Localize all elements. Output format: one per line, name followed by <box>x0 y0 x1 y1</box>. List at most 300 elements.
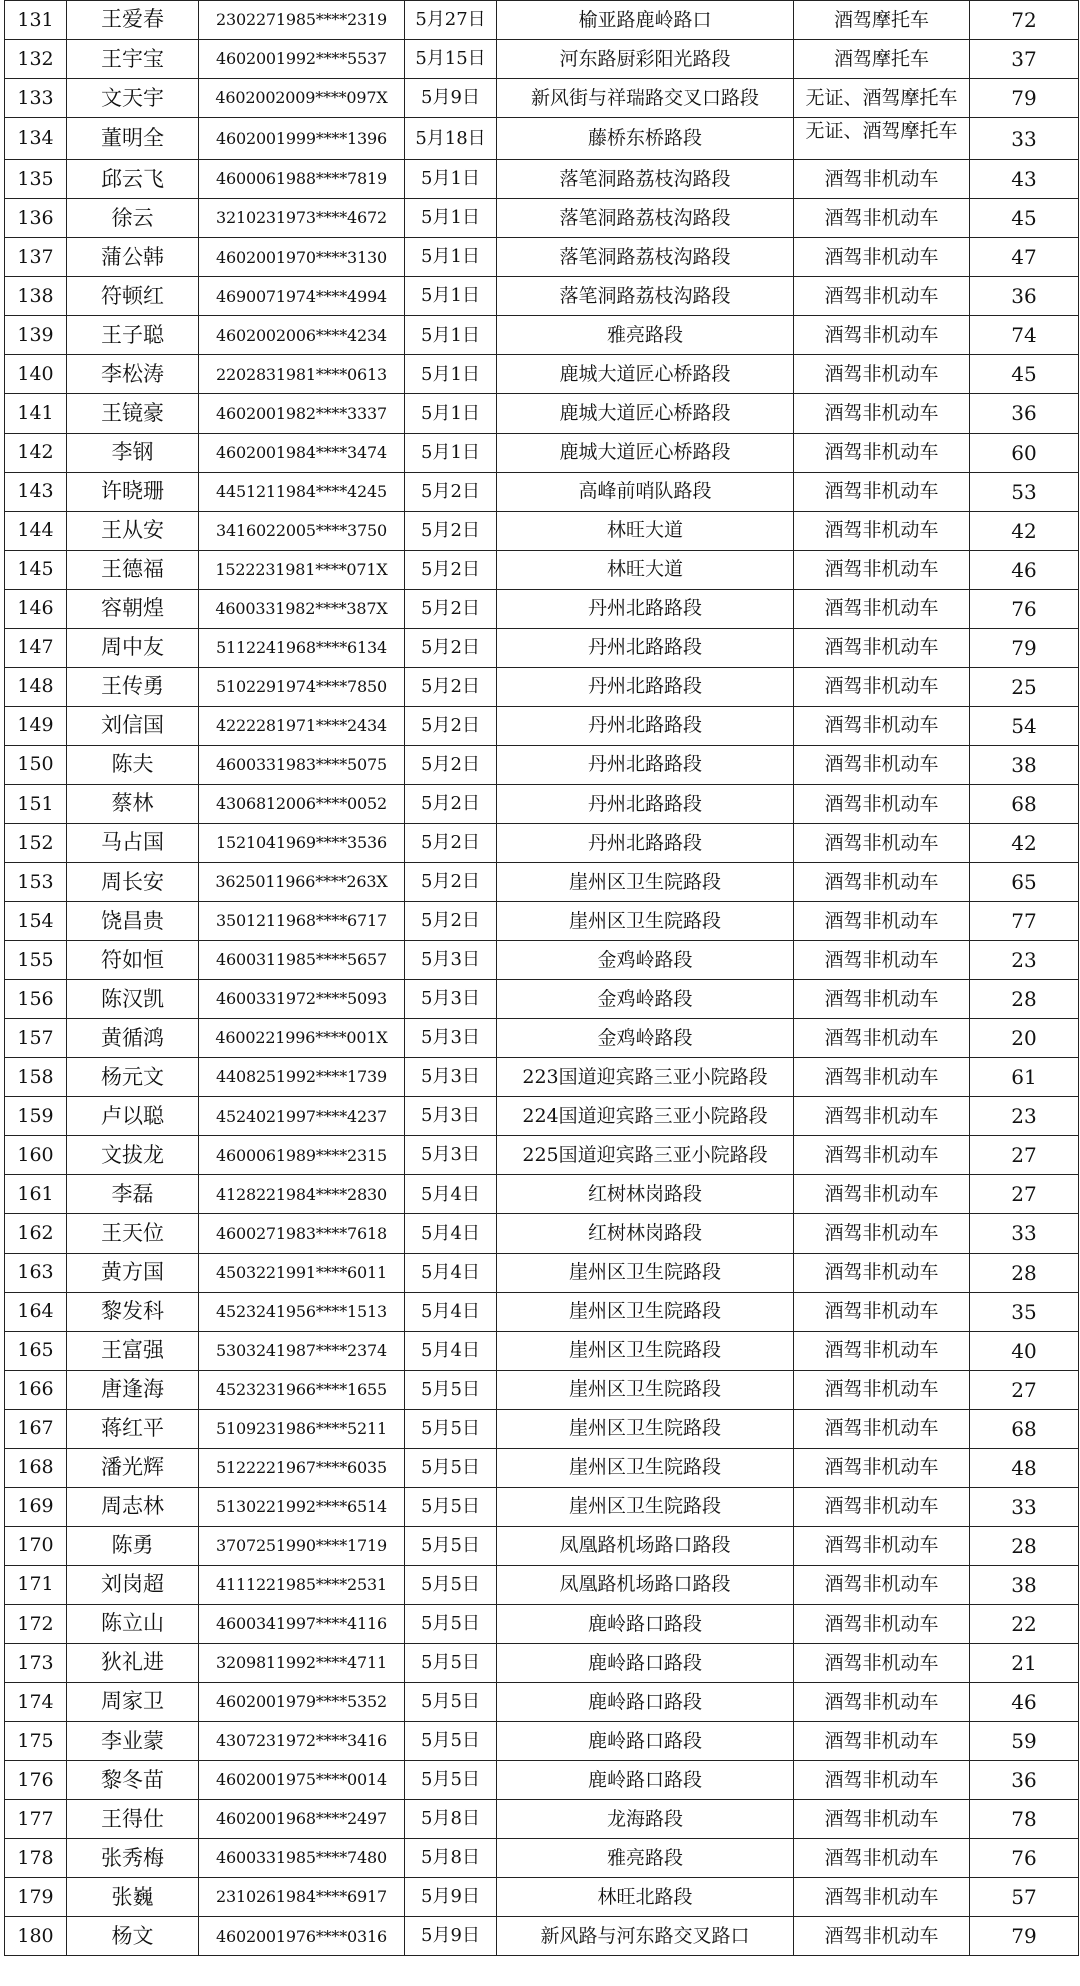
table-row <box>5 1526 1079 1565</box>
row-number: 164 <box>5 1292 67 1331</box>
person-name: 文天宇 <box>67 79 199 118</box>
person-name: 杨元文 <box>67 1058 199 1097</box>
table-row <box>5 1800 1079 1839</box>
person-name: 王宇宝 <box>67 40 199 79</box>
table-row <box>5 1370 1079 1409</box>
score-cell: 27 <box>970 1136 1079 1175</box>
date-cell: 5月5日 <box>405 1683 497 1722</box>
id-number: 4602002009****097X <box>199 79 405 118</box>
date-cell: 5月18日 <box>405 118 497 160</box>
location-cell: 鹿岭路口路段 <box>497 1722 794 1761</box>
score-cell: 45 <box>970 199 1079 238</box>
date-cell: 5月2日 <box>405 628 497 667</box>
person-name: 杨文 <box>67 1917 199 1956</box>
person-name: 饶昌贵 <box>67 902 199 941</box>
person-name: 潘光辉 <box>67 1448 199 1487</box>
row-number: 132 <box>5 40 67 79</box>
table-row <box>5 79 1079 118</box>
person-name: 陈汉凯 <box>67 980 199 1019</box>
violation-cell: 酒驾非机动车 <box>794 1604 970 1643</box>
date-cell: 5月5日 <box>405 1722 497 1761</box>
location-cell: 鹿岭路口路段 <box>497 1604 794 1643</box>
id-number: 4602001975****0014 <box>199 1761 405 1800</box>
row-number: 178 <box>5 1839 67 1878</box>
date-cell: 5月2日 <box>405 511 497 550</box>
person-name: 陈勇 <box>67 1526 199 1565</box>
id-number: 4600061988****7819 <box>199 160 405 199</box>
location-cell: 红树林岗路段 <box>497 1175 794 1214</box>
person-name: 董明全 <box>67 118 199 160</box>
row-number: 148 <box>5 667 67 706</box>
violation-cell: 酒驾非机动车 <box>794 980 970 1019</box>
score-cell: 36 <box>970 277 1079 316</box>
location-cell: 红树林岗路段 <box>497 1214 794 1253</box>
score-cell: 40 <box>970 1331 1079 1370</box>
id-number: 4600331983****5075 <box>199 745 405 784</box>
violation-cell: 酒驾非机动车 <box>794 1722 970 1761</box>
table-row <box>5 823 1079 862</box>
location-cell: 崖州区卫生院路段 <box>497 1409 794 1448</box>
table-row <box>5 1565 1079 1604</box>
date-cell: 5月2日 <box>405 863 497 902</box>
table-row <box>5 1097 1079 1136</box>
date-cell: 5月5日 <box>405 1526 497 1565</box>
location-cell: 丹州北路路段 <box>497 823 794 862</box>
id-number: 4602001999****1396 <box>199 118 405 160</box>
date-cell: 5月9日 <box>405 1878 497 1917</box>
score-cell: 46 <box>970 550 1079 589</box>
id-number: 3210231973****4672 <box>199 199 405 238</box>
table-row <box>5 1448 1079 1487</box>
violation-cell: 酒驾非机动车 <box>794 1448 970 1487</box>
violation-cell: 酒驾非机动车 <box>794 1409 970 1448</box>
score-cell: 74 <box>970 316 1079 355</box>
score-cell: 46 <box>970 1683 1079 1722</box>
id-number: 3707251990****1719 <box>199 1526 405 1565</box>
person-name: 王富强 <box>67 1331 199 1370</box>
score-cell: 68 <box>970 1409 1079 1448</box>
violation-cell: 酒驾非机动车 <box>794 1253 970 1292</box>
table-row <box>5 1175 1079 1214</box>
person-name: 黄循鸿 <box>67 1019 199 1058</box>
date-cell: 5月3日 <box>405 1019 497 1058</box>
location-cell: 金鸡岭路段 <box>497 1019 794 1058</box>
violation-cell: 酒驾非机动车 <box>794 1487 970 1526</box>
id-number: 4306812006****0052 <box>199 784 405 823</box>
id-number: 4600061989****2315 <box>199 1136 405 1175</box>
person-name: 黎发科 <box>67 1292 199 1331</box>
date-cell: 5月2日 <box>405 667 497 706</box>
score-cell: 25 <box>970 667 1079 706</box>
person-name: 陈立山 <box>67 1604 199 1643</box>
id-number: 4451211984****4245 <box>199 472 405 511</box>
score-cell: 42 <box>970 511 1079 550</box>
violation-cell: 酒驾非机动车 <box>794 160 970 199</box>
id-number: 4523231966****1655 <box>199 1370 405 1409</box>
id-number: 4602001982****3337 <box>199 394 405 433</box>
violation-cell: 酒驾非机动车 <box>794 706 970 745</box>
date-cell: 5月2日 <box>405 706 497 745</box>
person-name: 蒲公韩 <box>67 238 199 277</box>
row-number: 157 <box>5 1019 67 1058</box>
id-number: 4602001984****3474 <box>199 433 405 472</box>
location-cell: 河东路厨彩阳光路段 <box>497 40 794 79</box>
row-number: 131 <box>5 1 67 40</box>
score-cell: 61 <box>970 1058 1079 1097</box>
id-number: 3501211968****6717 <box>199 902 405 941</box>
person-name: 周长安 <box>67 863 199 902</box>
row-number: 152 <box>5 823 67 862</box>
id-number: 3416022005****3750 <box>199 511 405 550</box>
location-cell: 林旺大道 <box>497 550 794 589</box>
violation-cell: 酒驾非机动车 <box>794 1097 970 1136</box>
score-cell: 38 <box>970 1565 1079 1604</box>
person-name: 容朝煌 <box>67 589 199 628</box>
location-cell: 金鸡岭路段 <box>497 941 794 980</box>
location-cell: 林旺大道 <box>497 511 794 550</box>
id-number: 5112241968****6134 <box>199 628 405 667</box>
location-cell: 丹州北路路段 <box>497 589 794 628</box>
violation-cell: 酒驾非机动车 <box>794 902 970 941</box>
score-cell: 28 <box>970 1253 1079 1292</box>
location-cell: 高峰前哨队路段 <box>497 472 794 511</box>
date-cell: 5月4日 <box>405 1253 497 1292</box>
location-cell: 丹州北路路段 <box>497 784 794 823</box>
score-cell: 33 <box>970 1487 1079 1526</box>
id-number: 5109231986****5211 <box>199 1409 405 1448</box>
row-number: 145 <box>5 550 67 589</box>
location-cell: 224国道迎宾路三亚小院路段 <box>497 1097 794 1136</box>
location-cell: 榆亚路鹿岭路口 <box>497 1 794 40</box>
person-name: 李钢 <box>67 433 199 472</box>
person-name: 黎冬苗 <box>67 1761 199 1800</box>
location-cell: 鹿岭路口路段 <box>497 1683 794 1722</box>
date-cell: 5月1日 <box>405 277 497 316</box>
location-cell: 鹿岭路口路段 <box>497 1643 794 1682</box>
id-number: 3209811992****4711 <box>199 1643 405 1682</box>
table-row <box>5 355 1079 394</box>
date-cell: 5月1日 <box>405 238 497 277</box>
date-cell: 5月1日 <box>405 316 497 355</box>
date-cell: 5月2日 <box>405 550 497 589</box>
table-row <box>5 1487 1079 1526</box>
violation-cell: 酒驾非机动车 <box>794 277 970 316</box>
score-cell: 79 <box>970 1917 1079 1956</box>
date-cell: 5月5日 <box>405 1761 497 1800</box>
date-cell: 5月3日 <box>405 1136 497 1175</box>
id-number: 4600271983****7618 <box>199 1214 405 1253</box>
person-name: 马占国 <box>67 823 199 862</box>
date-cell: 5月1日 <box>405 199 497 238</box>
table-row <box>5 394 1079 433</box>
person-name: 刘岗超 <box>67 1565 199 1604</box>
location-cell: 新风路与河东路交叉路口 <box>497 1917 794 1956</box>
score-cell: 72 <box>970 1 1079 40</box>
person-name: 张巍 <box>67 1878 199 1917</box>
row-number: 156 <box>5 980 67 1019</box>
row-number: 179 <box>5 1878 67 1917</box>
score-cell: 65 <box>970 863 1079 902</box>
row-number: 175 <box>5 1722 67 1761</box>
person-name: 周中友 <box>67 628 199 667</box>
score-cell: 28 <box>970 980 1079 1019</box>
table-row <box>5 941 1079 980</box>
person-name: 王天位 <box>67 1214 199 1253</box>
person-name: 周志林 <box>67 1487 199 1526</box>
violation-cell: 酒驾非机动车 <box>794 823 970 862</box>
id-number: 4503221991****6011 <box>199 1253 405 1292</box>
person-name: 许晓珊 <box>67 472 199 511</box>
row-number: 163 <box>5 1253 67 1292</box>
violation-cell: 酒驾非机动车 <box>794 1175 970 1214</box>
violation-cell: 酒驾非机动车 <box>794 1917 970 1956</box>
score-cell: 35 <box>970 1292 1079 1331</box>
location-cell: 丹州北路路段 <box>497 667 794 706</box>
id-number: 4408251992****1739 <box>199 1058 405 1097</box>
table-row <box>5 238 1079 277</box>
id-number: 1521041969****3536 <box>199 823 405 862</box>
table-row <box>5 784 1079 823</box>
table-row <box>5 902 1079 941</box>
date-cell: 5月3日 <box>405 1097 497 1136</box>
id-number: 4600341997****4116 <box>199 1604 405 1643</box>
table-row <box>5 1019 1079 1058</box>
score-cell: 23 <box>970 941 1079 980</box>
id-number: 1522231981****071X <box>199 550 405 589</box>
date-cell: 5月5日 <box>405 1643 497 1682</box>
date-cell: 5月3日 <box>405 1058 497 1097</box>
score-cell: 60 <box>970 433 1079 472</box>
violation-cell: 酒驾非机动车 <box>794 1643 970 1682</box>
date-cell: 5月2日 <box>405 823 497 862</box>
violation-cell: 酒驾非机动车 <box>794 784 970 823</box>
score-cell: 22 <box>970 1604 1079 1643</box>
score-cell: 27 <box>970 1370 1079 1409</box>
location-cell: 鹿城大道匠心桥路段 <box>497 433 794 472</box>
id-number: 4602002006****4234 <box>199 316 405 355</box>
date-cell: 5月1日 <box>405 355 497 394</box>
violation-cell: 酒驾非机动车 <box>794 941 970 980</box>
location-cell: 崖州区卫生院路段 <box>497 1487 794 1526</box>
date-cell: 5月3日 <box>405 980 497 1019</box>
row-number: 140 <box>5 355 67 394</box>
id-number: 4600331982****387X <box>199 589 405 628</box>
row-number: 171 <box>5 1565 67 1604</box>
table-row <box>5 316 1079 355</box>
person-name: 张秀梅 <box>67 1839 199 1878</box>
row-number: 176 <box>5 1761 67 1800</box>
row-number: 165 <box>5 1331 67 1370</box>
violation-cell: 酒驾非机动车 <box>794 1565 970 1604</box>
location-cell: 223国道迎宾路三亚小院路段 <box>497 1058 794 1097</box>
person-name: 王德福 <box>67 550 199 589</box>
violation-cell: 酒驾非机动车 <box>794 1683 970 1722</box>
score-cell: 33 <box>970 118 1079 160</box>
score-cell: 23 <box>970 1097 1079 1136</box>
date-cell: 5月2日 <box>405 745 497 784</box>
table-row <box>5 277 1079 316</box>
date-cell: 5月4日 <box>405 1214 497 1253</box>
row-number: 136 <box>5 199 67 238</box>
table-row <box>5 745 1079 784</box>
score-cell: 79 <box>970 79 1079 118</box>
id-number: 4307231972****3416 <box>199 1722 405 1761</box>
row-number: 159 <box>5 1097 67 1136</box>
person-name: 蔡林 <box>67 784 199 823</box>
location-cell: 新风街与祥瑞路交叉口路段 <box>497 79 794 118</box>
score-cell: 20 <box>970 1019 1079 1058</box>
row-number: 162 <box>5 1214 67 1253</box>
person-name: 王传勇 <box>67 667 199 706</box>
violation-cell: 酒驾非机动车 <box>794 316 970 355</box>
date-cell: 5月1日 <box>405 160 497 199</box>
table-row <box>5 1058 1079 1097</box>
score-cell: 59 <box>970 1722 1079 1761</box>
table-row <box>5 1331 1079 1370</box>
location-cell: 崖州区卫生院路段 <box>497 1448 794 1487</box>
row-number: 138 <box>5 277 67 316</box>
id-number: 4602001976****0316 <box>199 1917 405 1956</box>
table-row <box>5 199 1079 238</box>
id-number: 2202831981****0613 <box>199 355 405 394</box>
score-cell: 57 <box>970 1878 1079 1917</box>
row-number: 146 <box>5 589 67 628</box>
table-row <box>5 706 1079 745</box>
date-cell: 5月5日 <box>405 1487 497 1526</box>
location-cell: 龙海路段 <box>497 1800 794 1839</box>
row-number: 149 <box>5 706 67 745</box>
location-cell: 鹿城大道匠心桥路段 <box>497 394 794 433</box>
score-cell: 77 <box>970 902 1079 941</box>
date-cell: 5月2日 <box>405 589 497 628</box>
location-cell: 落笔洞路荔枝沟路段 <box>497 238 794 277</box>
row-number: 174 <box>5 1683 67 1722</box>
violation-cell: 酒驾非机动车 <box>794 863 970 902</box>
person-name: 蒋红平 <box>67 1409 199 1448</box>
person-name: 黄方国 <box>67 1253 199 1292</box>
date-cell: 5月4日 <box>405 1292 497 1331</box>
row-number: 153 <box>5 863 67 902</box>
date-cell: 5月3日 <box>405 941 497 980</box>
violation-cell: 酒驾非机动车 <box>794 550 970 589</box>
date-cell: 5月5日 <box>405 1565 497 1604</box>
row-number: 155 <box>5 941 67 980</box>
id-number: 5122221967****6035 <box>199 1448 405 1487</box>
id-number: 4602001970****3130 <box>199 238 405 277</box>
id-number: 4222281971****2434 <box>199 706 405 745</box>
id-number: 4602001968****2497 <box>199 1800 405 1839</box>
row-number: 134 <box>5 118 67 160</box>
location-cell: 雅亮路段 <box>497 316 794 355</box>
location-cell: 落笔洞路荔枝沟路段 <box>497 277 794 316</box>
person-name: 刘信国 <box>67 706 199 745</box>
location-cell: 藤桥东桥路段 <box>497 118 794 160</box>
violation-cell: 酒驾非机动车 <box>794 1136 970 1175</box>
person-name: 李磊 <box>67 1175 199 1214</box>
table-row <box>5 1292 1079 1331</box>
row-number: 144 <box>5 511 67 550</box>
score-cell: 78 <box>970 1800 1079 1839</box>
location-cell: 落笔洞路荔枝沟路段 <box>497 160 794 199</box>
date-cell: 5月5日 <box>405 1370 497 1409</box>
person-name: 王得仕 <box>67 1800 199 1839</box>
person-name: 李松涛 <box>67 355 199 394</box>
row-number: 141 <box>5 394 67 433</box>
score-cell: 21 <box>970 1643 1079 1682</box>
violation-cell: 酒驾摩托车 <box>794 40 970 79</box>
violation-cell: 酒驾非机动车 <box>794 199 970 238</box>
date-cell: 5月8日 <box>405 1839 497 1878</box>
score-cell: 48 <box>970 1448 1079 1487</box>
row-number: 169 <box>5 1487 67 1526</box>
table-row <box>5 511 1079 550</box>
location-cell: 崖州区卫生院路段 <box>497 1331 794 1370</box>
score-cell: 47 <box>970 238 1079 277</box>
table-row <box>5 550 1079 589</box>
row-number: 161 <box>5 1175 67 1214</box>
date-cell: 5月4日 <box>405 1331 497 1370</box>
table-row <box>5 589 1079 628</box>
violation-cell: 酒驾非机动车 <box>794 1214 970 1253</box>
row-number: 173 <box>5 1643 67 1682</box>
violation-cell: 酒驾非机动车 <box>794 1839 970 1878</box>
row-number: 177 <box>5 1800 67 1839</box>
location-cell: 丹州北路路段 <box>497 745 794 784</box>
location-cell: 崖州区卫生院路段 <box>497 1370 794 1409</box>
id-number: 4600311985****5657 <box>199 941 405 980</box>
location-cell: 崖州区卫生院路段 <box>497 1292 794 1331</box>
table-row <box>5 1604 1079 1643</box>
score-cell: 36 <box>970 394 1079 433</box>
row-number: 151 <box>5 784 67 823</box>
date-cell: 5月4日 <box>405 1175 497 1214</box>
id-number: 2310261984****6917 <box>199 1878 405 1917</box>
violation-cell: 无证、酒驾摩托车 <box>794 118 970 160</box>
id-number: 4600331972****5093 <box>199 980 405 1019</box>
person-name: 徐云 <box>67 199 199 238</box>
table-row <box>5 40 1079 79</box>
person-name: 符顿红 <box>67 277 199 316</box>
person-name: 卢以聪 <box>67 1097 199 1136</box>
person-name: 王镜豪 <box>67 394 199 433</box>
row-number: 137 <box>5 238 67 277</box>
violation-cell: 酒驾非机动车 <box>794 472 970 511</box>
table-row <box>5 1214 1079 1253</box>
score-cell: 27 <box>970 1175 1079 1214</box>
table-row <box>5 1917 1079 1956</box>
id-number: 4600331985****7480 <box>199 1839 405 1878</box>
violation-cell: 酒驾非机动车 <box>794 1878 970 1917</box>
location-cell: 雅亮路段 <box>497 1839 794 1878</box>
date-cell: 5月8日 <box>405 1800 497 1839</box>
date-cell: 5月9日 <box>405 79 497 118</box>
row-number: 167 <box>5 1409 67 1448</box>
row-number: 168 <box>5 1448 67 1487</box>
id-number: 5102291974****7850 <box>199 667 405 706</box>
violation-cell: 无证、酒驾摩托车 <box>794 79 970 118</box>
person-name: 周家卫 <box>67 1683 199 1722</box>
date-cell: 5月27日 <box>405 1 497 40</box>
person-name: 文拔龙 <box>67 1136 199 1175</box>
table-row <box>5 160 1079 199</box>
date-cell: 5月1日 <box>405 433 497 472</box>
violation-cell: 酒驾非机动车 <box>794 1761 970 1800</box>
violation-cell: 酒驾摩托车 <box>794 1 970 40</box>
violation-cell: 酒驾非机动车 <box>794 433 970 472</box>
location-cell: 崖州区卫生院路段 <box>497 902 794 941</box>
person-name: 李业蒙 <box>67 1722 199 1761</box>
score-cell: 33 <box>970 1214 1079 1253</box>
